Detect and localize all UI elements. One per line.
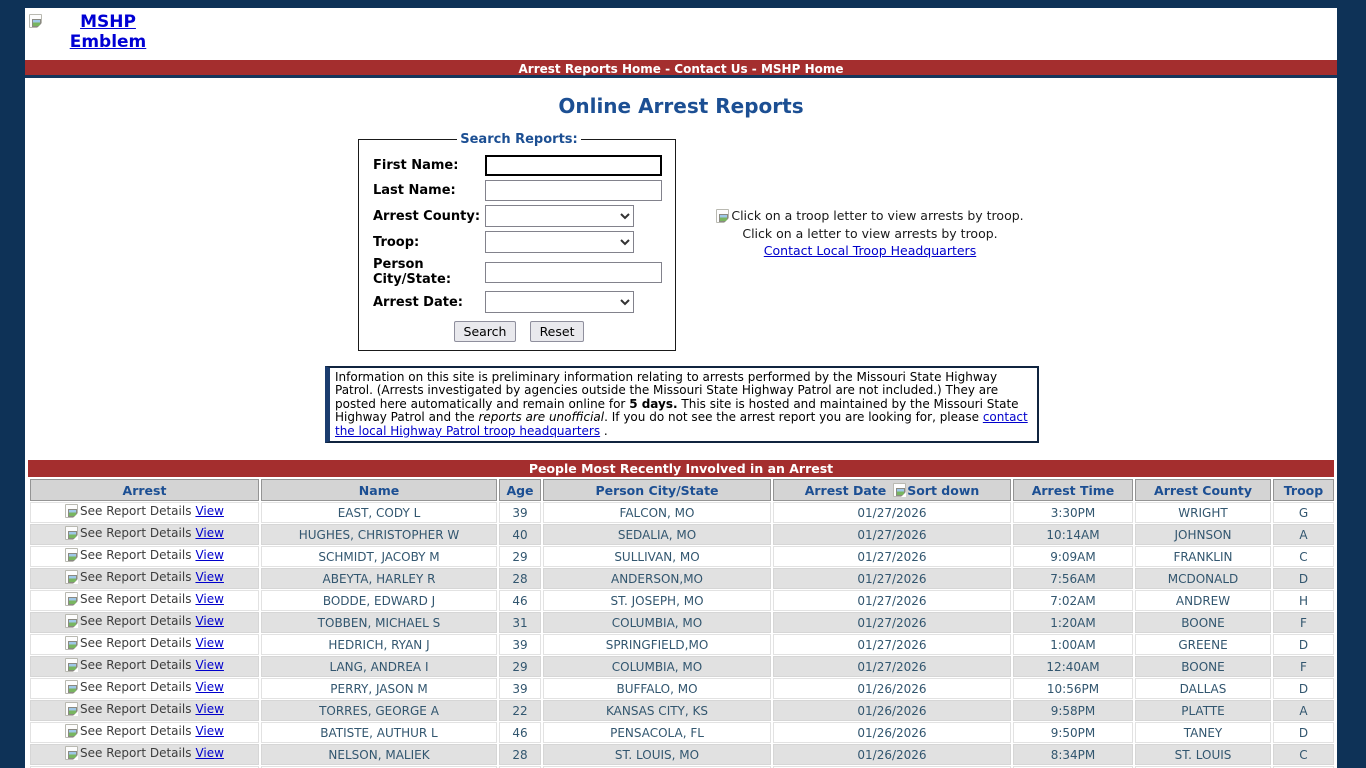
col-header-arrest-time[interactable]: Arrest Time — [1013, 479, 1133, 501]
city-cell: SEDALIA, MO — [543, 524, 771, 545]
report-details-icon — [65, 592, 78, 606]
report-details-alt-text: See Report Details — [80, 548, 192, 563]
disclaimer-box — [325, 366, 1039, 443]
view-report-link[interactable]: View — [195, 724, 224, 739]
arrest-cell — [30, 634, 259, 655]
county-cell: GREENE — [1135, 634, 1271, 655]
col-header-name[interactable]: Name — [261, 479, 497, 501]
troop-map-alt-text: Click on a troop letter to view arrests by troop. — [731, 208, 1024, 223]
arrest-cell — [30, 546, 259, 567]
date-cell: 01/26/2026 — [773, 678, 1011, 699]
age-cell: 29 — [499, 546, 541, 567]
city-cell: ANDERSON,MO — [543, 568, 771, 589]
city-cell: BUFFALO, MO — [543, 678, 771, 699]
city-cell: PENSACOLA, FL — [543, 722, 771, 743]
date-cell: 01/26/2026 — [773, 744, 1011, 765]
troop-map-icon — [716, 209, 729, 223]
name-cell: HEDRICH, RYAN J — [261, 634, 497, 655]
age-cell: 28 — [499, 568, 541, 589]
disclaimer-text: . If you do not see the arrest report you are looking for, please — [604, 410, 983, 425]
table-row — [30, 744, 1334, 765]
arrest-date-label: Arrest Date: — [373, 294, 463, 310]
arrest-cell — [30, 502, 259, 523]
troop-cell: F — [1273, 656, 1334, 677]
emblem-alt-text: MSHP Emblem — [69, 12, 147, 52]
view-report-link[interactable]: View — [195, 592, 224, 607]
county-cell: WRIGHT — [1135, 502, 1271, 523]
city-cell: ST. LOUIS, MO — [543, 744, 771, 765]
arrest-cell — [30, 700, 259, 721]
arrest-cell — [30, 524, 259, 545]
person-city-state-label: Person City/State: — [373, 257, 452, 287]
search-reports-form — [358, 132, 676, 351]
table-row — [30, 656, 1334, 677]
county-cell: MCDONALD — [1135, 568, 1271, 589]
reset-button[interactable]: Reset — [530, 321, 585, 342]
table-title-bar: People Most Recently Involved in an Arrest — [28, 460, 1334, 477]
time-cell: 1:20AM — [1013, 612, 1133, 633]
city-cell: COLUMBIA, MO — [543, 612, 771, 633]
nav-separator: - — [747, 62, 761, 76]
time-cell: 3:30PM — [1013, 502, 1133, 523]
troop-cell: F — [1273, 612, 1334, 633]
troop-cell: C — [1273, 744, 1334, 765]
county-cell: ST. LOUIS — [1135, 744, 1271, 765]
nav-contact-us[interactable]: Contact Us — [674, 62, 748, 76]
disclaimer-text: . — [600, 423, 608, 438]
arrest-date-header-label: Arrest Date — [804, 482, 887, 498]
arrest-cell — [30, 568, 259, 589]
name-cell: TORRES, GEORGE A — [261, 700, 497, 721]
date-cell: 01/27/2026 — [773, 546, 1011, 567]
troop-select[interactable] — [485, 231, 634, 253]
report-details-alt-text: See Report Details — [80, 592, 192, 607]
disclaimer-text: Information on this site is preliminary information relating to arrests performed by the Missouri State Highway Patrol. (Arrests investigated by agencies outside the Missouri State Highway Patrol are not included.) They are posted here automatically and remain online for — [335, 370, 999, 411]
col-header-age[interactable]: Age — [499, 479, 541, 501]
troop-label: Troop: — [373, 234, 420, 250]
table-row — [30, 590, 1334, 611]
troop-cell: D — [1273, 722, 1334, 743]
time-cell: 9:09AM — [1013, 546, 1133, 567]
report-details-alt-text: See Report Details — [80, 680, 192, 695]
county-cell: ANDREW — [1135, 590, 1271, 611]
troop-cell: D — [1273, 634, 1334, 655]
col-header-arrest-county[interactable]: Arrest County — [1135, 479, 1271, 501]
report-details-icon — [65, 636, 78, 650]
table-row — [30, 634, 1334, 655]
report-details-alt-text: See Report Details — [80, 658, 192, 673]
arrest-cell — [30, 678, 259, 699]
name-cell: BATISTE, AUTHUR L — [261, 722, 497, 743]
city-cell: COLUMBIA, MO — [543, 656, 771, 677]
county-cell: DALLAS — [1135, 678, 1271, 699]
table-row — [30, 502, 1334, 523]
time-cell: 10:56PM — [1013, 678, 1133, 699]
nav-mshp-home[interactable]: MSHP Home — [760, 62, 844, 76]
col-header-person-city-state[interactable]: Person City/State — [543, 479, 771, 501]
table-row — [30, 722, 1334, 743]
name-cell: HUGHES, CHRISTOPHER W — [261, 524, 497, 545]
arrest-date-select[interactable] — [485, 291, 634, 313]
county-cell: TANEY — [1135, 722, 1271, 743]
troop-cell: C — [1273, 546, 1334, 567]
county-cell: BOONE — [1135, 656, 1271, 677]
date-cell: 01/27/2026 — [773, 502, 1011, 523]
broken-image-icon — [29, 14, 42, 28]
contact-troop-headquarters-link[interactable]: Contact Local Troop Headquarters — [763, 242, 977, 258]
time-cell: 9:50PM — [1013, 722, 1133, 743]
arrest-cell — [30, 590, 259, 611]
arrest-table-section — [28, 460, 1334, 768]
city-cell: FALCON, MO — [543, 502, 771, 523]
arrest-cell — [30, 656, 259, 677]
date-cell: 01/26/2026 — [773, 722, 1011, 743]
name-cell: LANG, ANDREA I — [261, 656, 497, 677]
report-details-alt-text: See Report Details — [80, 636, 192, 651]
troop-cell: H — [1273, 590, 1334, 611]
name-cell: EAST, CODY L — [261, 502, 497, 523]
disclaimer-bold-text: 5 days. — [629, 396, 678, 411]
arrest-table-body — [30, 502, 1334, 768]
table-row — [30, 612, 1334, 633]
report-details-alt-text: See Report Details — [80, 570, 192, 585]
age-cell: 29 — [499, 656, 541, 677]
page-title: Online Arrest Reports — [558, 94, 804, 118]
arrest-county-label: Arrest County: — [373, 208, 481, 224]
age-cell: 39 — [499, 634, 541, 655]
county-cell: BOONE — [1135, 612, 1271, 633]
age-cell: 39 — [499, 502, 541, 523]
age-cell: 31 — [499, 612, 541, 633]
search-area — [25, 132, 1337, 350]
troop-cell: D — [1273, 568, 1334, 589]
name-cell: BODDE, EDWARD J — [261, 590, 497, 611]
mshp-emblem-link[interactable] — [29, 12, 158, 52]
top-nav-bar — [25, 60, 1337, 78]
county-cell: JOHNSON — [1135, 524, 1271, 545]
time-cell: 12:40AM — [1013, 656, 1133, 677]
arrest-county-select[interactable] — [485, 205, 634, 227]
view-report-link[interactable]: View — [195, 570, 224, 585]
troop-cell: A — [1273, 524, 1334, 545]
troop-cell: G — [1273, 502, 1334, 523]
county-cell: FRANKLIN — [1135, 546, 1271, 567]
name-cell: PERRY, JASON M — [261, 678, 497, 699]
report-details-icon — [65, 658, 78, 672]
person-city-state-input[interactable] — [485, 262, 662, 283]
disclaimer-italic-text: reports are unofficial — [478, 410, 605, 425]
date-cell: 01/27/2026 — [773, 590, 1011, 611]
age-cell: 39 — [499, 678, 541, 699]
report-details-icon — [65, 570, 78, 584]
report-details-icon — [65, 746, 78, 760]
report-details-alt-text: See Report Details — [80, 504, 192, 519]
col-header-arrest[interactable]: Arrest — [30, 479, 259, 501]
table-header-row — [30, 479, 1334, 501]
contact-troop-link[interactable]: contact the local Highway Patrol troop headquarters — [335, 410, 1028, 438]
time-cell: 7:02AM — [1013, 590, 1133, 611]
troop-info-block — [690, 208, 1050, 258]
name-cell: SCHMIDT, JACOBY M — [261, 546, 497, 567]
first-name-input[interactable] — [485, 155, 662, 176]
nav-separator: - — [660, 62, 675, 76]
city-cell: ST. JOSEPH, MO — [543, 590, 771, 611]
report-details-icon — [65, 548, 78, 562]
view-report-link[interactable]: View — [195, 548, 224, 563]
view-report-link[interactable]: View — [195, 504, 224, 519]
view-report-link[interactable]: View — [195, 702, 224, 717]
troop-cell: D — [1273, 678, 1334, 699]
time-cell: 7:56AM — [1013, 568, 1133, 589]
last-name-label: Last Name: — [373, 183, 456, 198]
table-row — [30, 678, 1334, 699]
date-cell: 01/27/2026 — [773, 524, 1011, 545]
date-cell: 01/27/2026 — [773, 568, 1011, 589]
report-details-icon — [65, 702, 78, 716]
view-report-link[interactable]: View — [195, 526, 224, 541]
sort-down-icon — [893, 483, 906, 497]
date-cell: 01/26/2026 — [773, 700, 1011, 721]
table-row — [30, 568, 1334, 589]
table-row — [30, 700, 1334, 721]
report-details-icon — [65, 504, 78, 518]
col-header-troop[interactable]: Troop — [1273, 479, 1334, 501]
age-cell: 22 — [499, 700, 541, 721]
age-cell: 46 — [499, 590, 541, 611]
report-details-icon — [65, 680, 78, 694]
report-details-alt-text: See Report Details — [80, 746, 192, 761]
date-cell: 01/27/2026 — [773, 612, 1011, 633]
page-content — [25, 8, 1337, 768]
report-details-alt-text: See Report Details — [80, 702, 192, 717]
first-name-label: First Name: — [373, 158, 459, 173]
city-cell: SPRINGFIELD,MO — [543, 634, 771, 655]
age-cell: 28 — [499, 744, 541, 765]
name-cell: TOBBEN, MICHAEL S — [261, 612, 497, 633]
arrest-cell — [30, 722, 259, 743]
nav-arrest-reports-home[interactable]: Arrest Reports Home — [518, 62, 661, 76]
view-report-link[interactable]: View — [195, 746, 224, 761]
disclaimer-text: This site is hosted and maintained by the Missouri State Highway Patrol and the — [335, 396, 1019, 425]
report-details-icon — [65, 614, 78, 628]
time-cell: 9:58PM — [1013, 700, 1133, 721]
report-details-alt-text: See Report Details — [80, 614, 192, 629]
troop-cell: A — [1273, 700, 1334, 721]
age-cell: 46 — [499, 722, 541, 743]
report-details-icon — [65, 526, 78, 540]
name-cell: ABEYTA, HARLEY R — [261, 568, 497, 589]
date-cell: 01/27/2026 — [773, 634, 1011, 655]
view-report-link[interactable]: View — [195, 614, 224, 629]
view-report-link[interactable]: View — [195, 680, 224, 695]
time-cell: 1:00AM — [1013, 634, 1133, 655]
age-cell: 40 — [499, 524, 541, 545]
col-header-arrest-date[interactable] — [773, 479, 1011, 501]
time-cell: 10:14AM — [1013, 524, 1133, 545]
time-cell: 8:34PM — [1013, 744, 1133, 765]
last-name-input[interactable] — [485, 180, 662, 201]
report-details-icon — [65, 724, 78, 738]
table-row — [30, 524, 1334, 545]
arrest-cell — [30, 612, 259, 633]
sort-down-alt-text[interactable]: Sort down — [907, 482, 980, 498]
table-row — [30, 546, 1334, 567]
site-header — [25, 8, 1337, 60]
city-cell: KANSAS CITY, KS — [543, 700, 771, 721]
date-cell: 01/27/2026 — [773, 656, 1011, 677]
city-cell: SULLIVAN, MO — [543, 546, 771, 567]
report-details-alt-text: See Report Details — [80, 724, 192, 739]
search-button[interactable]: Search — [454, 321, 517, 342]
report-details-alt-text: See Report Details — [80, 526, 192, 541]
view-report-link[interactable]: View — [195, 658, 224, 673]
arrest-cell — [30, 744, 259, 765]
name-cell: NELSON, MALIEK — [261, 744, 497, 765]
arrest-table — [28, 478, 1336, 768]
troop-letter-instruction: Click on a letter to view arrests by troop. — [742, 226, 998, 242]
search-form-legend: Search Reports: — [460, 132, 578, 147]
view-report-link[interactable]: View — [195, 636, 224, 651]
county-cell: PLATTE — [1135, 700, 1271, 721]
